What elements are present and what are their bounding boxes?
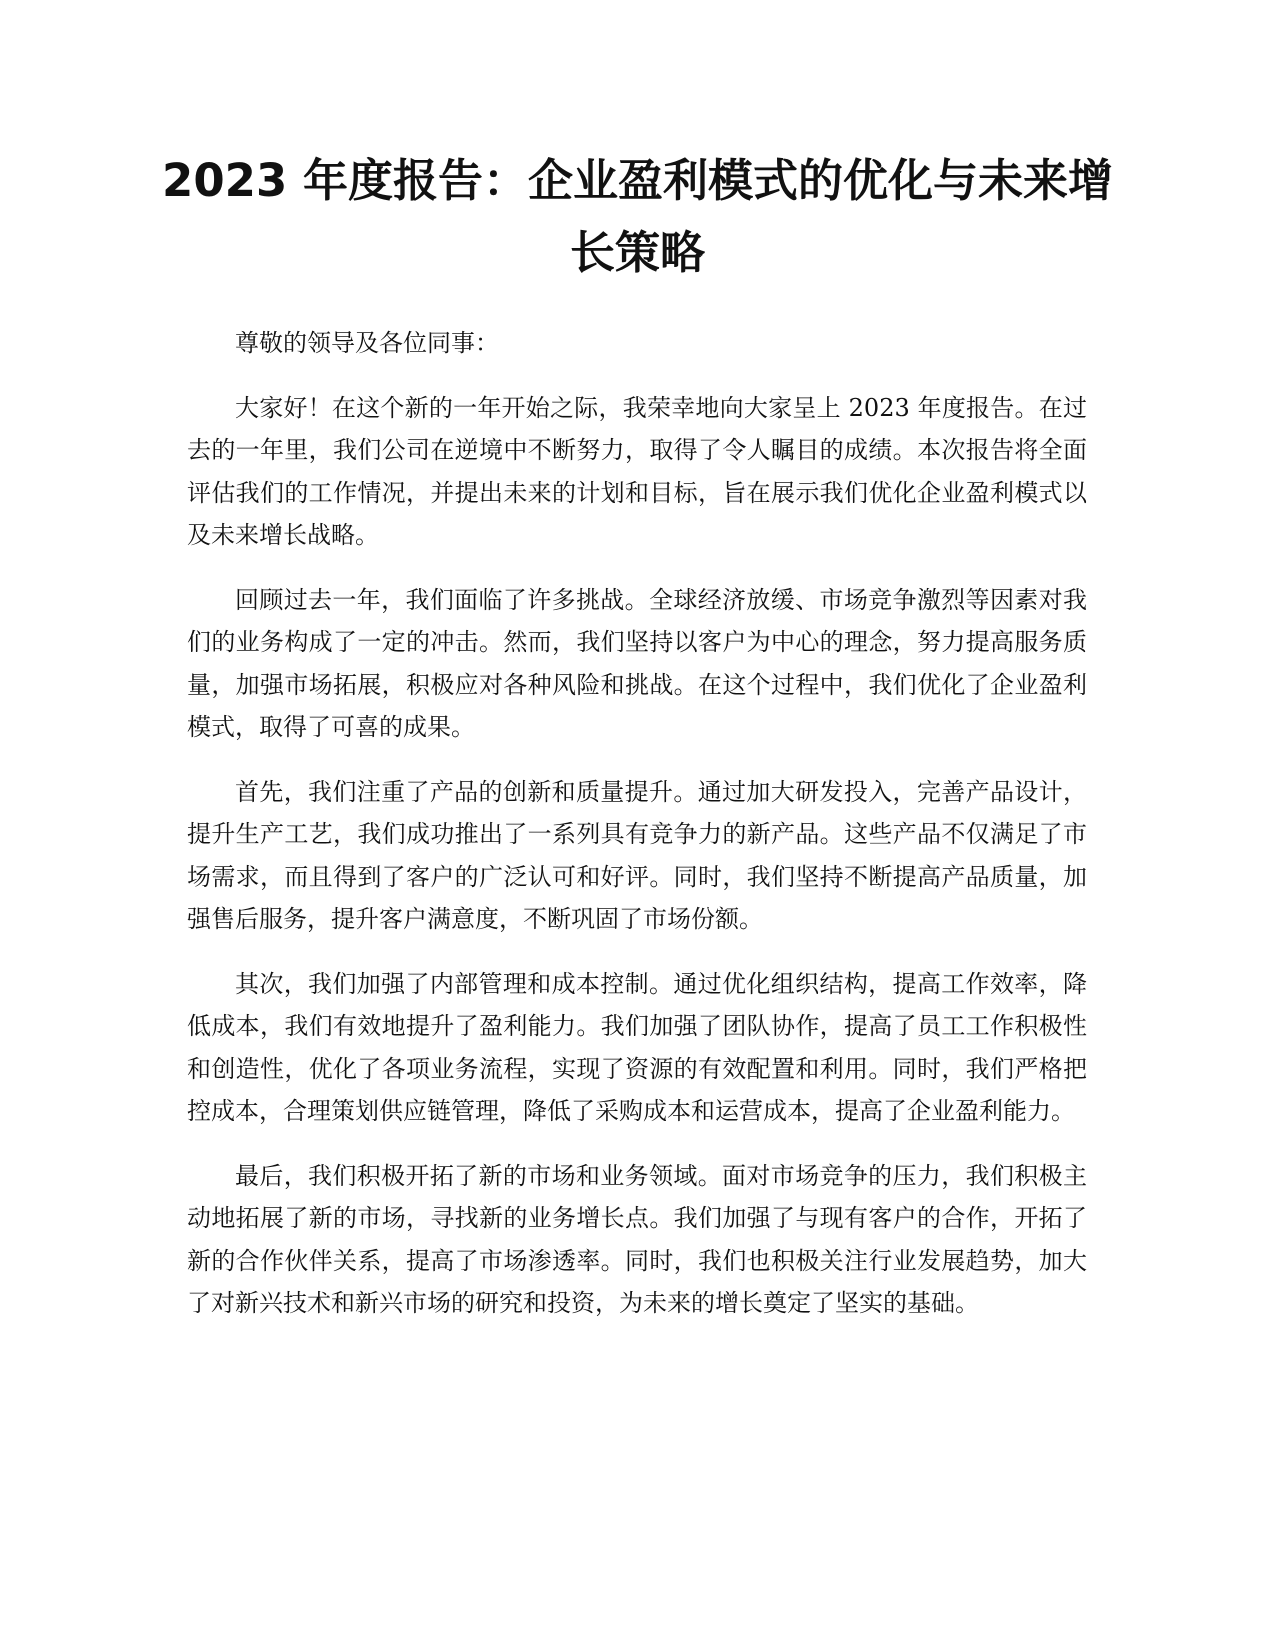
paragraph-cost-control: 其次，我们加强了内部管理和成本控制。通过优化组织结构，提高工作效率，降低成本，我们有效地提升了盈利能力。我们加强了团队协作，提高了员工工作积极性和创造性，优化了各项业务流程，实现了资源的有效配置和利用。同时，我们严格把控成本，合理策划供应链管理，降低了采购成本和运营成本，提高了企业盈利能力。 [187,969,1087,1125]
paragraph-product-innovation: 首先，我们注重了产品的创新和质量提升。通过加大研发投入，完善产品设计，提升生产工艺，我们成功推出了一系列具有竞争力的新产品。这些产品不仅满足了市场需求，而且得到了客户的广泛认可和好评。同时，我们坚持不断提高产品质量，加强售后服务，提升客户满意度，不断巩固了市场份额。 [187,777,1087,933]
paragraph-intro: 大家好！在这个新的一年开始之际，我荣幸地向大家呈上 2023 年度报告。在过去的一年里，我们公司在逆境中不断努力，取得了令人瞩目的成绩。本次报告将全面评估我们的工作情况，并提出未来的计划和目标，旨在展示我们优化企业盈利模式以及未来增长战略。 [187,393,1087,549]
paragraph-new-markets: 最后，我们积极开拓了新的市场和业务领域。面对市场竞争的压力，我们积极主动地拓展了新的市场，寻找新的业务增长点。我们加强了与现有客户的合作，开拓了新的合作伙伴关系，提高了市场渗透率。同时，我们也积极关注行业发展趋势，加大了对新兴技术和新兴市场的研究和投资，为未来的增长奠定了坚实的基础。 [187,1161,1087,1317]
salutation: 尊敬的领导及各位同事： [235,329,499,357]
document-title: 2023 年度报告：企业盈利模式的优化与未来增长策略 [162,154,1113,279]
paragraph-review: 回顾过去一年，我们面临了许多挑战。全球经济放缓、市场竞争激烈等因素对我们的业务构成了一定的冲击。然而，我们坚持以客户为中心的理念，努力提高服务质量，加强市场拓展，积极应对各种风险和挑战。在这个过程中，我们优化了企业盈利模式，取得了可喜的成果。 [187,585,1087,741]
document-body [187,322,1087,1347]
